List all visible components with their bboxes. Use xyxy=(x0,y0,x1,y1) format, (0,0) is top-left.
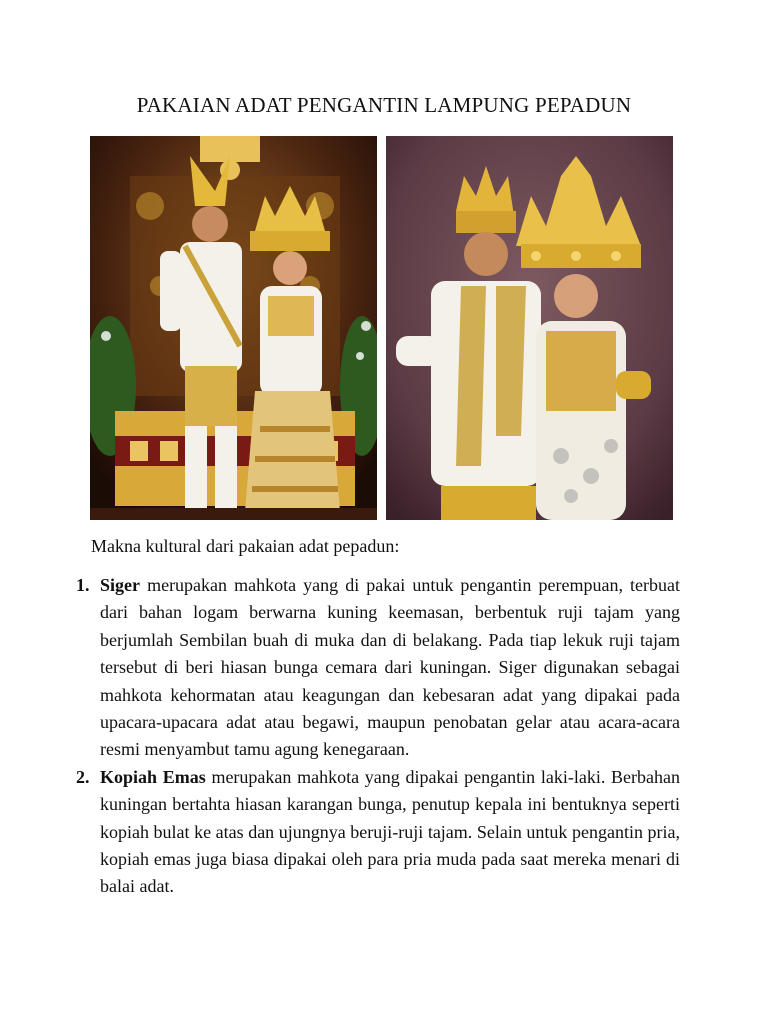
list-item xyxy=(76,572,680,764)
meaning-list xyxy=(76,572,680,901)
list-number: 1. xyxy=(76,575,90,595)
term-kopiah-emas: Kopiah Emas xyxy=(100,766,206,787)
list-number: 2. xyxy=(76,766,90,787)
intro-text: Makna kultural dari pakaian adat pepadun: xyxy=(91,536,400,556)
document-title: PAKAIAN ADAT PENGANTIN LAMPUNG PEPADUN xyxy=(136,93,632,117)
list-item xyxy=(76,764,680,901)
wedding-couple-photo-right xyxy=(386,136,673,520)
term-siger: Siger xyxy=(100,575,140,595)
list-item-text: merupakan mahkota yang di pakai untuk pengantin perempuan, terbuat dari bahan logam berwarna kuning keemasan, berbentuk ruji tajam yang berjumlah Sembilan buah di muka dan di belakang. Pada tiap lekuk ruji tajam tersebut di beri hiasan bunga cemara dari kuningan. Siger digunakan sebagai mahkota kehormatan atau keagungan dan kebesaran adat yang dipakai pada upacara-upacara adat atau begawi, maupun penobatan gelar atau acara-acara resmi menyambut tamu agung kenegaraan. xyxy=(100,575,680,760)
wedding-couple-photo-left xyxy=(90,136,377,520)
list-item-text: merupakan mahkota yang dipakai pengantin laki-laki. Berbahan kuningan bertahta hiasan karangan bunga, penutup kepala ini bentuknya seperti kopiah bulat ke atas dan ujungnya beruji-ruji tajam. Selain untuk pengantin pria, kopiah emas juga biasa dipakai oleh para pria muda pada saat mereka menari di balai adat. xyxy=(100,766,680,897)
